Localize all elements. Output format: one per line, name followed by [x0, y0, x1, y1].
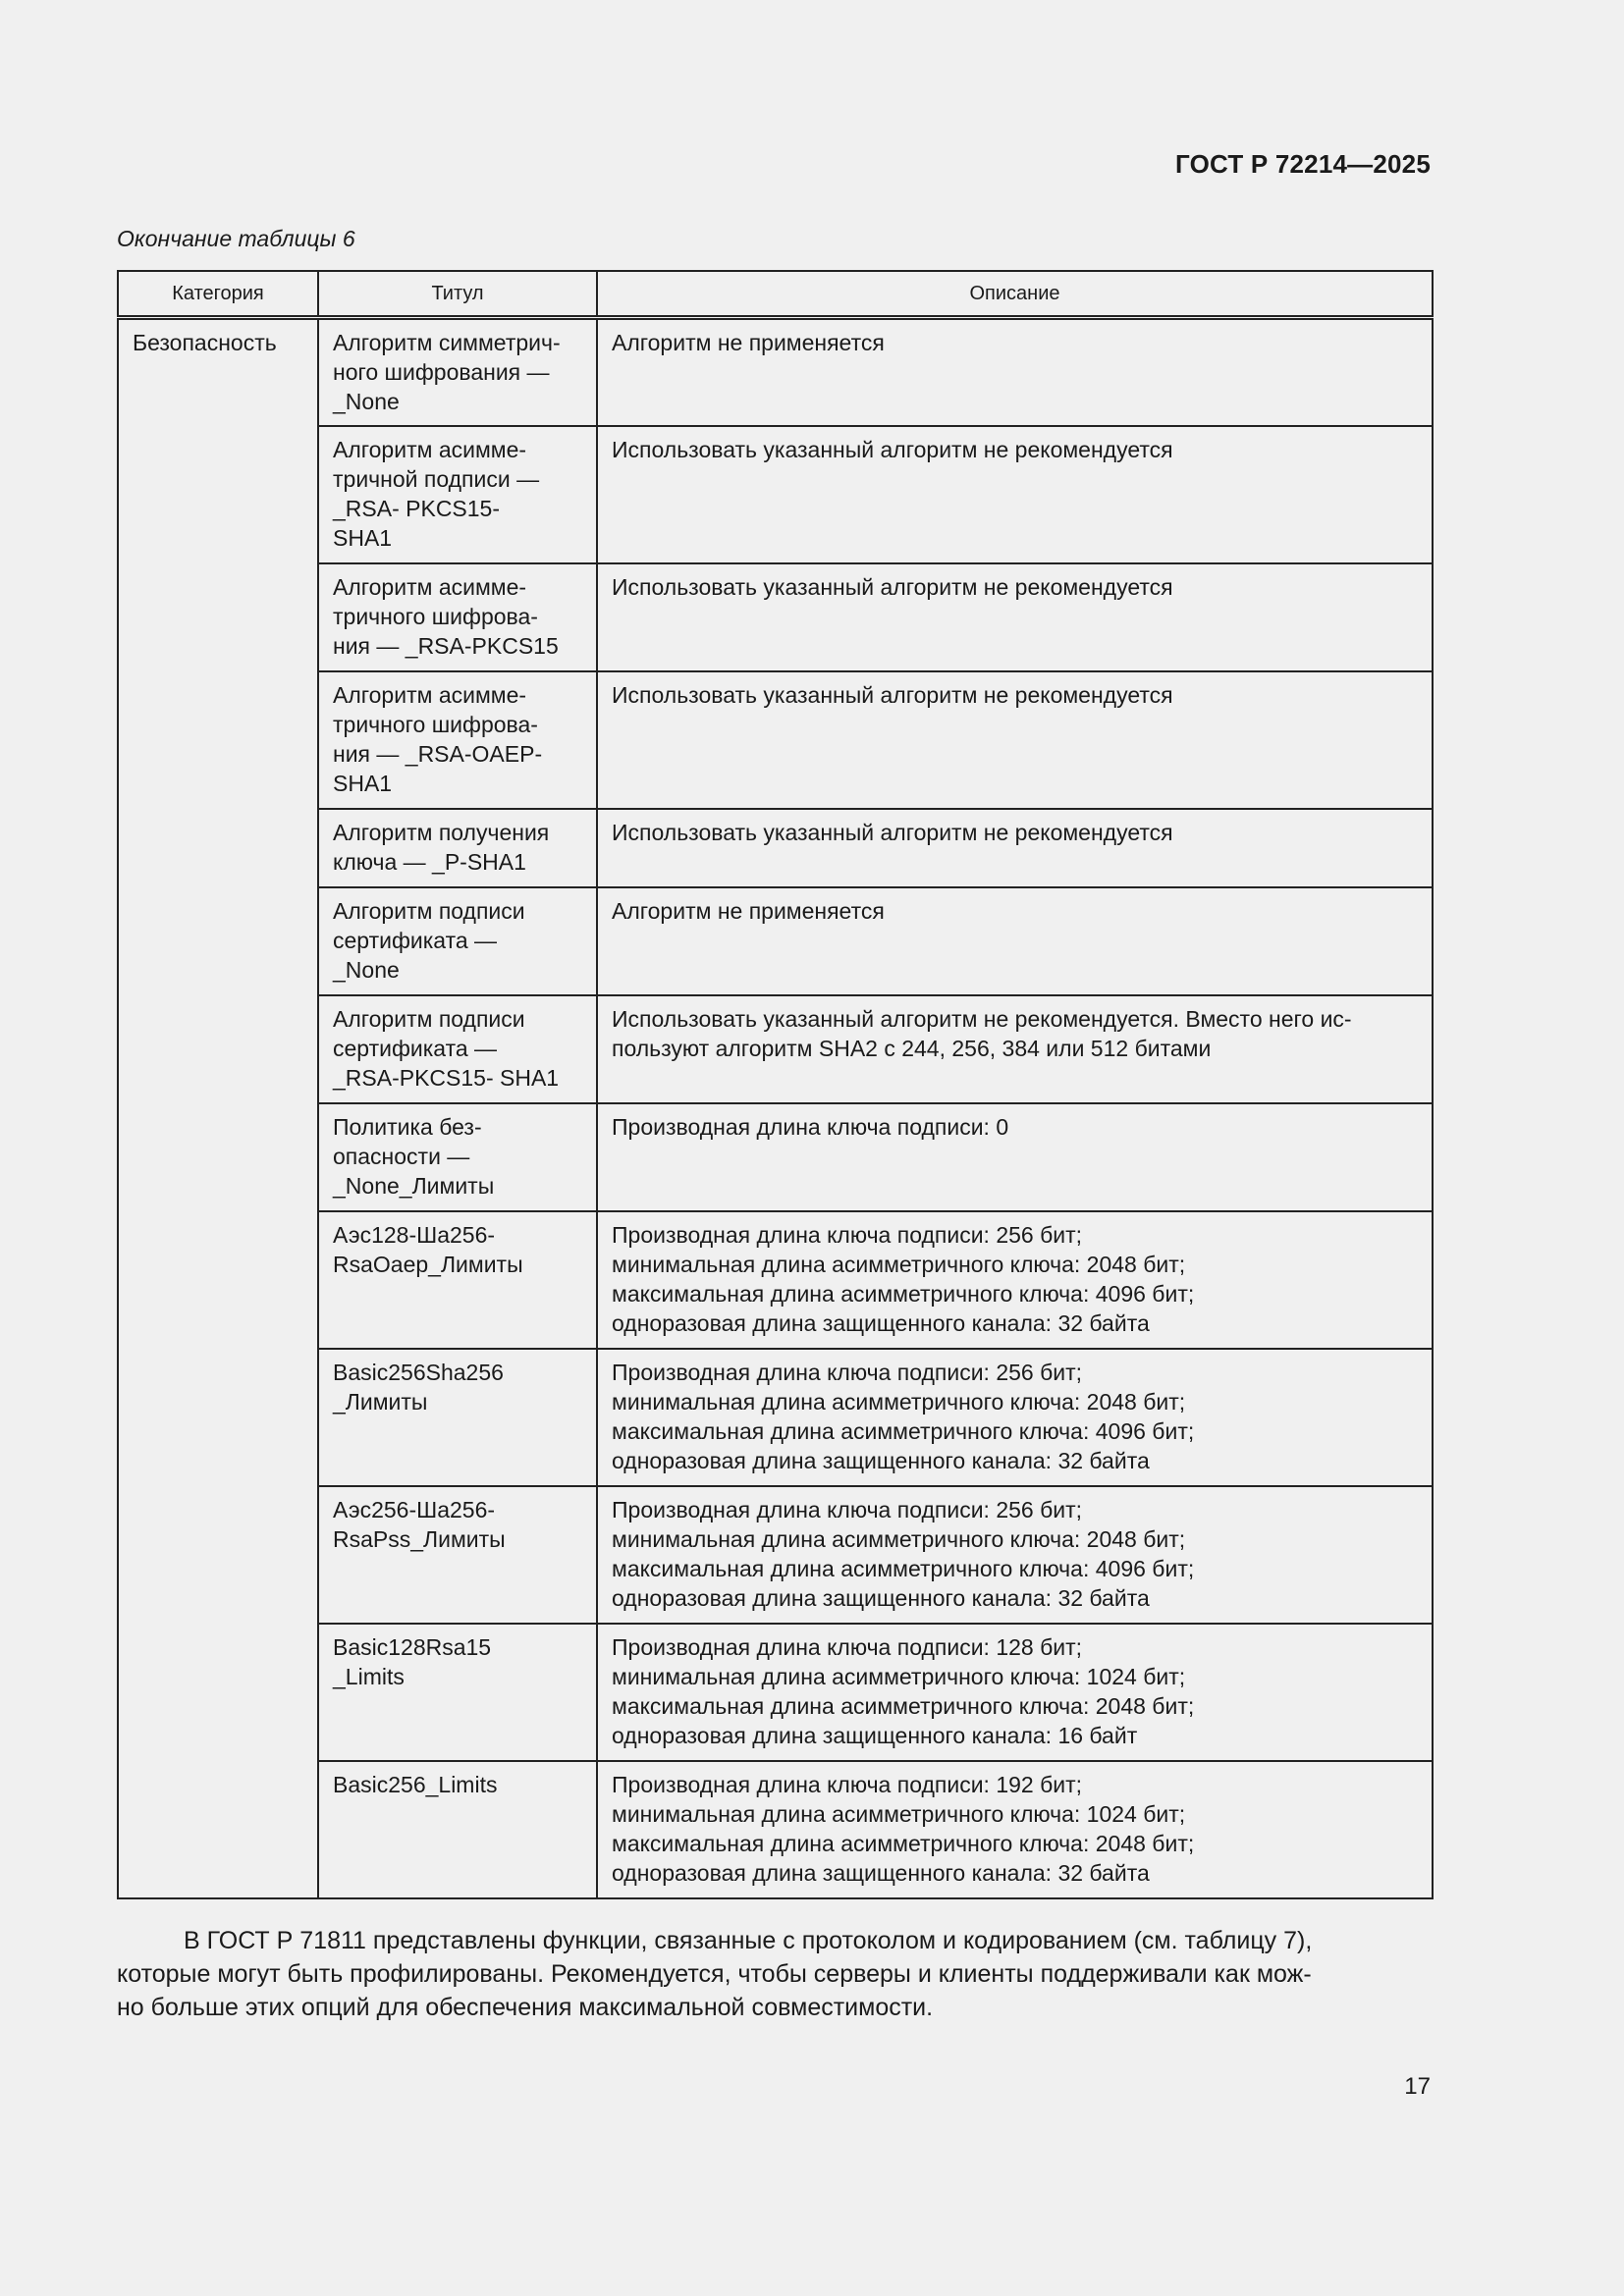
title-line: Алгоритм подписи — [333, 1005, 525, 1032]
title-cell — [318, 1349, 597, 1486]
title-line: _Limits — [333, 1663, 405, 1689]
title-line: Алгоритм подписи — [333, 897, 525, 924]
title-line: Политика без- — [333, 1113, 482, 1140]
description-line: Производная длина ключа подписи: 256 бит; — [612, 1359, 1083, 1385]
title-line: сертификата — — [333, 927, 498, 953]
title-line: тричного шифрова- — [333, 603, 538, 629]
title-cell — [318, 887, 597, 995]
category-cell: Безопасность — [118, 318, 318, 1898]
title-line: сертификата — — [333, 1035, 498, 1061]
description-line: минимальная длина асимметричного ключа: 1024 бит; — [612, 1663, 1186, 1689]
title-line: опасности — — [333, 1143, 470, 1169]
title-cell — [318, 318, 597, 426]
title-line: ного шифрования — — [333, 359, 550, 385]
table-body — [118, 318, 1433, 1898]
description-cell — [597, 318, 1433, 426]
title-line: SHA1 — [333, 524, 393, 551]
description-line: максимальная длина асимметричного ключа: 2048 бит; — [612, 1692, 1195, 1719]
description-line: минимальная длина асимметричного ключа: 2048 бит; — [612, 1525, 1186, 1552]
title-cell — [318, 1624, 597, 1761]
paragraph-line: В ГОСТ Р 71811 представлены функции, связанные с протоколом и кодированием (см. таблицу 7), — [184, 1927, 1313, 1954]
description-line: минимальная длина асимметричного ключа: 2048 бит; — [612, 1251, 1186, 1277]
description-line: Производная длина ключа подписи: 192 бит; — [612, 1771, 1083, 1797]
description-line: одноразовая длина защищенного канала: 32 байта — [612, 1859, 1150, 1886]
description-cell — [597, 887, 1433, 995]
title-line: _None_Лимиты — [333, 1172, 495, 1199]
header-title: Титул — [318, 271, 597, 318]
title-cell — [318, 995, 597, 1103]
title-line: Алгоритм асимме- — [333, 573, 527, 600]
title-line: RsaOaep_Лимиты — [333, 1251, 523, 1277]
header-category: Категория — [118, 271, 318, 318]
title-line: Аэс256-Ша256- — [333, 1496, 496, 1522]
title-line: Аэс128-Ша256- — [333, 1221, 496, 1248]
title-line: Алгоритм асимме- — [333, 681, 527, 708]
title-line: _Лимиты — [333, 1388, 428, 1415]
description-line: Производная длина ключа подписи: 256 бит; — [612, 1496, 1083, 1522]
title-line: Алгоритм асимме- — [333, 436, 527, 462]
description-line: Производная длина ключа подписи: 128 бит; — [612, 1633, 1083, 1660]
title-line: тричного шифрова- — [333, 711, 538, 737]
description-cell — [597, 1103, 1433, 1211]
table-header-row — [118, 271, 1433, 318]
title-line: _RSA-PKCS15- SHA1 — [333, 1064, 560, 1091]
description-line: Использовать указанный алгоритм не рекомендуется — [612, 573, 1173, 600]
title-cell — [318, 426, 597, 563]
title-line: Алгоритм получения — [333, 819, 550, 845]
title-line: _None — [333, 389, 400, 414]
document-number: ГОСТ Р 72214—2025 — [1175, 149, 1431, 179]
description-line: Использовать указанный алгоритм не рекомендуется — [612, 819, 1173, 845]
title-line: Basic256_Limits — [333, 1771, 498, 1797]
description-line: одноразовая длина защищенного канала: 16 байт — [612, 1722, 1138, 1748]
title-cell — [318, 1103, 597, 1211]
description-line: Производная длина ключа подписи: 256 бит; — [612, 1221, 1083, 1248]
title-line: Алгоритм симметрич- — [333, 330, 561, 355]
description-cell — [597, 1761, 1433, 1898]
description-line: Производная длина ключа подписи: 0 — [612, 1113, 1009, 1140]
title-cell — [318, 1211, 597, 1349]
description-line: максимальная длина асимметричного ключа: 4096 бит; — [612, 1555, 1195, 1581]
paragraph-line: которые могут быть профилированы. Рекомендуется, чтобы серверы и клиенты поддерживали как мож- — [117, 1960, 1312, 1988]
description-line: Алгоритм не применяется — [612, 330, 885, 355]
title-line: RsaPss_Лимиты — [333, 1525, 506, 1552]
description-cell — [597, 995, 1433, 1103]
paragraph-line: но больше этих опций для обеспечения максимальной совместимости. — [117, 1994, 934, 2021]
title-line: SHA1 — [333, 770, 393, 796]
title-line: ключа — _P-SHA1 — [333, 848, 526, 875]
description-line: Алгоритм не применяется — [612, 897, 885, 924]
description-cell — [597, 1624, 1433, 1761]
description-cell — [597, 1211, 1433, 1349]
description-line: одноразовая длина защищенного канала: 32 байта — [612, 1447, 1150, 1473]
title-cell — [318, 809, 597, 887]
title-line: ния — _RSA-PKCS15 — [333, 632, 559, 659]
description-cell — [597, 426, 1433, 563]
description-line: Использовать указанный алгоритм не рекомендуется — [612, 436, 1173, 462]
header-description: Описание — [597, 271, 1433, 318]
security-table — [117, 270, 1434, 1899]
description-cell — [597, 563, 1433, 671]
page-number: 17 — [1404, 2073, 1431, 2100]
description-cell — [597, 671, 1433, 809]
description-cell — [597, 1349, 1433, 1486]
description-line: одноразовая длина защищенного канала: 32 байта — [612, 1584, 1150, 1611]
description-cell — [597, 809, 1433, 887]
title-line: тричной подписи — — [333, 465, 540, 492]
description-line: максимальная длина асимметричного ключа: 2048 бит; — [612, 1830, 1195, 1856]
description-line: максимальная длина асимметричного ключа: 4096 бит; — [612, 1280, 1195, 1307]
description-line: Использовать указанный алгоритм не рекомендуется. Вместо него ис- — [612, 1005, 1352, 1032]
table-caption: Окончание таблицы 6 — [117, 226, 355, 251]
description-line: минимальная длина асимметричного ключа: 2048 бит; — [612, 1388, 1186, 1415]
description-line: пользуют алгоритм SHA2 с 244, 256, 384 или 512 битами — [612, 1035, 1212, 1061]
description-cell — [597, 1486, 1433, 1624]
description-line: Использовать указанный алгоритм не рекомендуется — [612, 681, 1173, 708]
title-cell — [318, 1761, 597, 1898]
title-line: Basic256Sha256 — [333, 1359, 504, 1385]
body-paragraph — [117, 1924, 1432, 2024]
table-row — [118, 318, 1433, 426]
description-line: одноразовая длина защищенного канала: 32 байта — [612, 1309, 1150, 1336]
description-line: максимальная длина асимметричного ключа: 4096 бит; — [612, 1417, 1195, 1444]
title-cell — [318, 1486, 597, 1624]
title-line: _RSA- PKCS15- — [333, 495, 501, 521]
title-cell — [318, 563, 597, 671]
title-line: ния — _RSA-OAEP- — [333, 740, 543, 767]
title-line: Basic128Rsa15 — [333, 1633, 492, 1660]
title-cell — [318, 671, 597, 809]
description-line: минимальная длина асимметричного ключа: 1024 бит; — [612, 1800, 1186, 1827]
title-line: _None — [333, 956, 400, 983]
